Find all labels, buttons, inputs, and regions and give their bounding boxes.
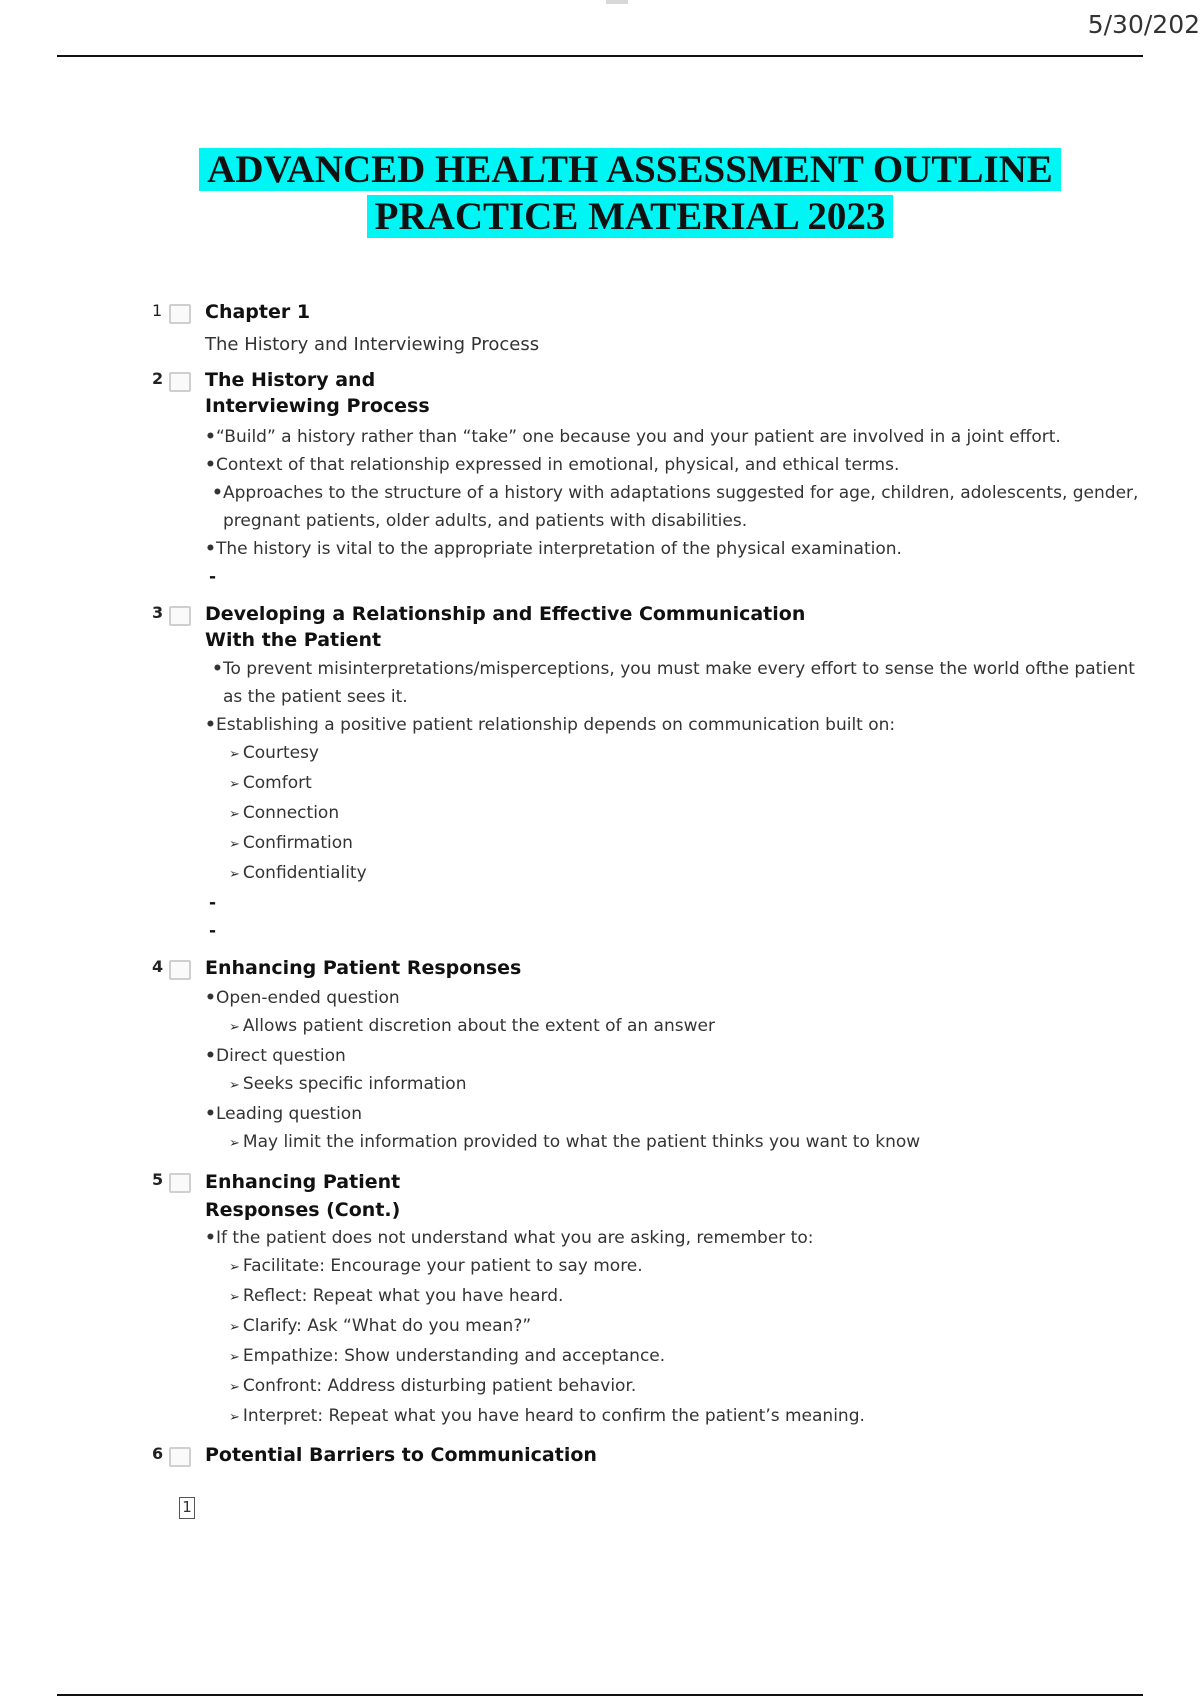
- sub-item: ➢ Allows patient discretion about the extent of an answer: [229, 1016, 715, 1036]
- bullet-item: •The history is vital to the appropriate interpretation of the physical examination.: [205, 539, 902, 559]
- slide-4: [150, 955, 1150, 1158]
- slide-number: 3: [152, 603, 164, 622]
- arrow-bullet-icon: ➢: [229, 1350, 240, 1365]
- arrow-bullet-icon: ➢: [229, 837, 240, 852]
- sub-item: ➢ Confidentiality: [229, 863, 367, 883]
- arrow-bullet-icon: ➢: [229, 747, 240, 762]
- slide-thumbnail[interactable]: [169, 1447, 191, 1467]
- title-line-2: PRACTICE MATERIAL 2023: [367, 195, 894, 238]
- slide-thumbnail[interactable]: [169, 606, 191, 626]
- header-divider: [57, 55, 1143, 57]
- dash-marker: -: [209, 893, 217, 913]
- header-date: 5/30/202: [1087, 10, 1200, 39]
- slide-heading: [205, 1168, 1150, 1224]
- slide-number: 4: [152, 957, 164, 976]
- sub-item: ➢ Clarify: Ask “What do you mean?”: [229, 1316, 532, 1336]
- arrow-bullet-icon: ➢: [229, 1320, 240, 1335]
- slide-3: [150, 601, 1150, 945]
- sub-item: ➢ Confirmation: [229, 833, 353, 853]
- bullet-item: •Direct question: [205, 1046, 346, 1066]
- bullet-item: •Context of that relationship expressed in emotional, physical, and ethical terms.: [205, 455, 900, 475]
- sub-item: ➢ May limit the information provided to what the patient thinks you want to know: [229, 1132, 921, 1152]
- sub-item: ➢ Facilitate: Encourage your patient to say more.: [229, 1256, 643, 1276]
- sub-item: ➢ Empathize: Show understanding and acceptance.: [229, 1346, 666, 1366]
- slide-heading: Chapter 1: [205, 301, 311, 323]
- slide-6: [150, 1442, 1150, 1468]
- sub-item: ➢ Connection: [229, 803, 340, 823]
- dash-marker: -: [209, 567, 217, 587]
- slide-heading: Enhancing Patient Responses: [205, 957, 522, 979]
- slide-heading-line: Developing a Relationship and Effective Communication: [205, 603, 806, 625]
- slide-heading-line: Enhancing Patient: [205, 1171, 401, 1193]
- arrow-bullet-icon: ➢: [229, 777, 240, 792]
- sub-item: ➢ Comfort: [229, 773, 312, 793]
- sub-item: ➢ Reflect: Repeat what you have heard.: [229, 1286, 564, 1306]
- bullet-item: •Approaches to the structure of a history with adaptations suggested for age, children, adolescents, gender, pregnant patients, older adults, and patients with disabilities.: [212, 483, 1139, 531]
- slide-number: 6: [152, 1444, 164, 1463]
- sub-item: ➢ Confront: Address disturbing patient behavior.: [229, 1376, 637, 1396]
- arrow-bullet-icon: ➢: [229, 1380, 240, 1395]
- slide-1: [150, 299, 1150, 359]
- slide-heading: [205, 601, 1150, 653]
- arrow-bullet-icon: ➢: [229, 1410, 240, 1425]
- slide-2: [150, 367, 1150, 591]
- title-line-1: ADVANCED HEALTH ASSESSMENT OUTLINE: [199, 148, 1061, 191]
- bullet-item: •To prevent misinterpretations/misperceptions, you must make every effort to sense the world ofthe patient as the patient sees it.: [212, 659, 1135, 707]
- slide-thumbnail[interactable]: [169, 372, 191, 392]
- bullet-item: •Establishing a positive patient relationship depends on communication built on:: [205, 715, 896, 735]
- slide-heading-line: Interviewing Process: [205, 395, 430, 417]
- arrow-bullet-icon: ➢: [229, 1020, 240, 1035]
- footer-divider: [57, 1694, 1143, 1696]
- arrow-bullet-icon: ➢: [229, 1078, 240, 1093]
- slide-thumbnail[interactable]: [169, 960, 191, 980]
- slide-5: [150, 1168, 1150, 1432]
- arrow-bullet-icon: ➢: [229, 807, 240, 822]
- page-number-box: 1: [179, 1497, 195, 1519]
- slide-number: 5: [152, 1170, 164, 1189]
- dash-marker: -: [209, 921, 217, 941]
- sub-item: ➢ Courtesy: [229, 743, 319, 763]
- sub-item: ➢ Seeks specific information: [229, 1074, 467, 1094]
- slide-outline: [150, 299, 1150, 1478]
- arrow-bullet-icon: ➢: [229, 1290, 240, 1305]
- sub-item: ➢ Interpret: Repeat what you have heard to confirm the patient’s meaning.: [229, 1406, 865, 1426]
- document-title: [0, 146, 1200, 240]
- slide-thumbnail[interactable]: [169, 1173, 191, 1193]
- slide-heading: Potential Barriers to Communication: [205, 1444, 597, 1466]
- bullet-item: •Open-ended question: [205, 988, 400, 1008]
- slide-heading-line: The History and: [205, 369, 376, 391]
- bullet-item: •“Build” a history rather than “take” one because you and your patient are involved in a joint effort.: [205, 427, 1061, 447]
- slide-number: 2: [152, 369, 164, 388]
- arrow-bullet-icon: ➢: [229, 867, 240, 882]
- bullet-item: •If the patient does not understand what you are asking, remember to:: [205, 1228, 814, 1248]
- slide-heading-line: With the Patient: [205, 629, 382, 651]
- arrow-bullet-icon: ➢: [229, 1260, 240, 1275]
- top-tab-marker: [606, 0, 628, 4]
- slide-number: 1: [152, 301, 163, 320]
- bullet-item: •Leading question: [205, 1104, 362, 1124]
- slide-heading: [205, 367, 1150, 419]
- arrow-bullet-icon: ➢: [229, 1136, 240, 1151]
- slide-subtitle: The History and Interviewing Process: [205, 334, 540, 355]
- slide-heading-line: Responses (Cont.): [205, 1199, 401, 1221]
- slide-thumbnail[interactable]: [169, 304, 191, 324]
